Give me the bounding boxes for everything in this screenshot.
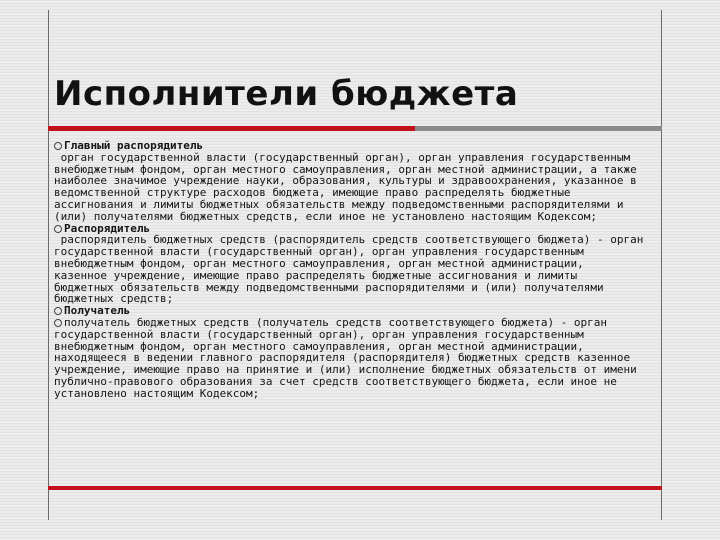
body-line: установлено настоящим Кодексом;: [54, 386, 260, 400]
body-line: внебюджетным фондом, орган местного самоуправления, орган местной администрации, а также: [54, 162, 637, 176]
frame-left-line: [48, 10, 49, 520]
body-line: государственной власти (государственный орган), орган управления государственным: [54, 245, 584, 259]
body-line: казенное учреждение, имеющие право распределять бюджетные ассигнования и лимиты: [54, 268, 578, 282]
slide-title: Исполнители бюджета: [54, 74, 519, 114]
body-line: наиболее значимое учреждение науки, образования, культуры и здравоохранения, указанное в: [54, 174, 637, 188]
body-line: учреждение, имеющие право на принятие и (или) исполнение бюджетных обязательств от имени: [54, 363, 637, 377]
bullet-circle-icon: [54, 319, 62, 327]
body-line: орган государственной власти (государственный орган), орган управления государственным: [54, 150, 631, 164]
body-line: бюджетных средств;: [54, 292, 174, 306]
footer-rule-red: [48, 486, 662, 490]
body-line: бюджетных обязательств между подведомственными распорядителями и (или) получателями: [54, 280, 604, 294]
section-heading-administrator: Распорядитель: [54, 223, 666, 235]
body-line: внебюджетным фондом, орган местного самоуправления, орган местной администрации,: [54, 339, 584, 353]
body-line: ведомственной структуре расходов бюджета, имеющие право распределять бюджетные: [54, 186, 571, 200]
title-underline-red: [48, 126, 415, 131]
bullet-circle-icon: [54, 142, 62, 150]
body-line-bulleted: получатель бюджетных средств (получатель средств соответствующего бюджета) - орган: [54, 317, 666, 329]
body-line: государственной власти (государственный орган), орган управления государственным: [54, 327, 584, 341]
body-line: (или) получателями бюджетных средств, если иное не установлено настоящим Кодексом;: [54, 209, 598, 223]
body-line: распорядитель бюджетных средств (распорядитель средств соответствующего бюджета) - орган: [54, 233, 644, 247]
section-heading-main-administrator: Главный распорядитель: [54, 140, 666, 152]
bullet-circle-icon: [54, 225, 62, 233]
title-underline-gray: [415, 126, 662, 131]
footer-rule: [48, 486, 662, 490]
section-heading-recipient: Получатель: [54, 305, 666, 317]
bullet-circle-icon: [54, 307, 62, 315]
body-line: внебюджетным фондом, орган местного самоуправления, орган местной администрации,: [54, 256, 584, 270]
slide-body: [54, 140, 666, 400]
body-line: ассигнования и лимиты бюджетных обязательств между подведомственными распорядителями и: [54, 197, 624, 211]
body-line: находящееся в ведении главного распорядителя (распорядителя) бюджетных средств казенное: [54, 351, 631, 365]
title-underline: [48, 126, 662, 131]
body-line: публично-правового образования за счет средств соответствующего бюджета, если иное не: [54, 374, 617, 388]
